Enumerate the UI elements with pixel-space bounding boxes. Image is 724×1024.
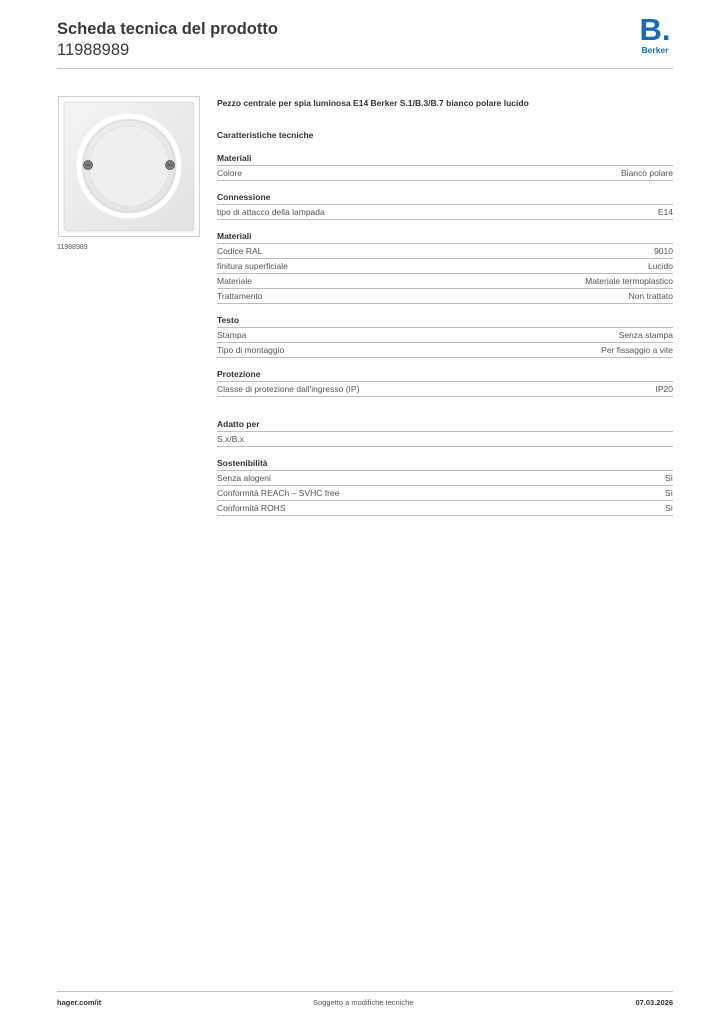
spec-value: E14 [657,207,673,217]
spec-value: Materiale termoplastico [585,276,673,286]
spec-row [217,343,673,358]
footer-note: Soggetto a modifiche tecniche [313,998,414,1007]
product-photo-graphic [61,99,197,234]
spec-label: Codice RAL [217,246,263,256]
spec-label: Materiale [217,276,252,286]
section-title: Sostenibilità [217,456,673,471]
spec-row [217,244,673,259]
section-materiali-2 [217,229,673,304]
spec-value: Bianco polare [621,168,673,178]
page-title: Scheda tecnica del prodotto [57,20,278,38]
section-protezione [217,367,673,397]
spec-label: Classe di protezione dall'ingresso (IP) [217,384,360,394]
spec-label: finitura superficiale [217,261,288,271]
spec-label: S.x/B.x [217,434,244,444]
product-image [58,96,200,237]
spec-label: Senza alogeni [217,473,271,483]
spec-row [217,289,673,304]
product-name: Pezzo centrale per spia luminosa E14 Berker S.1/B.3/B.7 bianco polare lucido [217,98,529,108]
spec-label: Conformità ROHS [217,503,286,513]
section-title: Protezione [217,367,673,382]
tech-heading: Caratteristiche tecniche [217,130,314,140]
spec-row [217,486,673,501]
spec-row [217,166,673,181]
product-number: 11988989 [57,41,130,59]
spec-row [217,382,673,397]
spec-label: Conformità REACh – SVHC free [217,488,340,498]
spec-row [217,205,673,220]
section-title: Testo [217,313,673,328]
footer-website: hager.com/it [57,998,102,1007]
section-title: Adatto per [217,417,673,432]
spec-value: Sì [664,488,673,498]
spec-value: Non trattato [628,291,673,301]
berker-logo [637,12,673,55]
spec-label: Stampa [217,330,247,340]
spec-content [217,96,673,516]
section-connessione [217,190,673,220]
spec-value: Sì [664,503,673,513]
footer-date: 07.03.2026 [635,998,673,1007]
spec-label: Trattamento [217,291,263,301]
spec-value: Lucido [647,261,673,271]
spec-row [217,471,673,486]
logo-name: Berker [641,45,669,55]
section-testo [217,313,673,358]
spec-label: Colore [217,168,243,178]
spec-label: Tipo di montaggio [217,345,285,355]
section-adatto-per [217,417,673,447]
section-title: Materiali [217,229,673,244]
spec-label: tipo di attacco della lampada [217,207,325,217]
spec-value: Senza stampa [618,330,673,340]
spec-value: IP20 [655,384,673,394]
spec-row [217,328,673,343]
spec-row [217,432,673,447]
page-header [57,12,675,70]
logo-mark: B. [639,12,671,47]
section-title: Materiali [217,151,673,166]
section-title: Connessione [217,190,673,205]
spec-row [217,259,673,274]
section-materiali-1 [217,151,673,181]
spec-value: 9010 [654,246,673,256]
spec-row [217,274,673,289]
header-divider [57,68,673,69]
spec-row [217,501,673,516]
section-sostenibilita [217,456,673,516]
footer-divider [57,991,673,992]
spec-value: Per fissaggio a vite [601,345,673,355]
image-caption: 11988989 [57,244,88,251]
spec-value: Sì [664,473,673,483]
page-footer [57,998,673,1010]
